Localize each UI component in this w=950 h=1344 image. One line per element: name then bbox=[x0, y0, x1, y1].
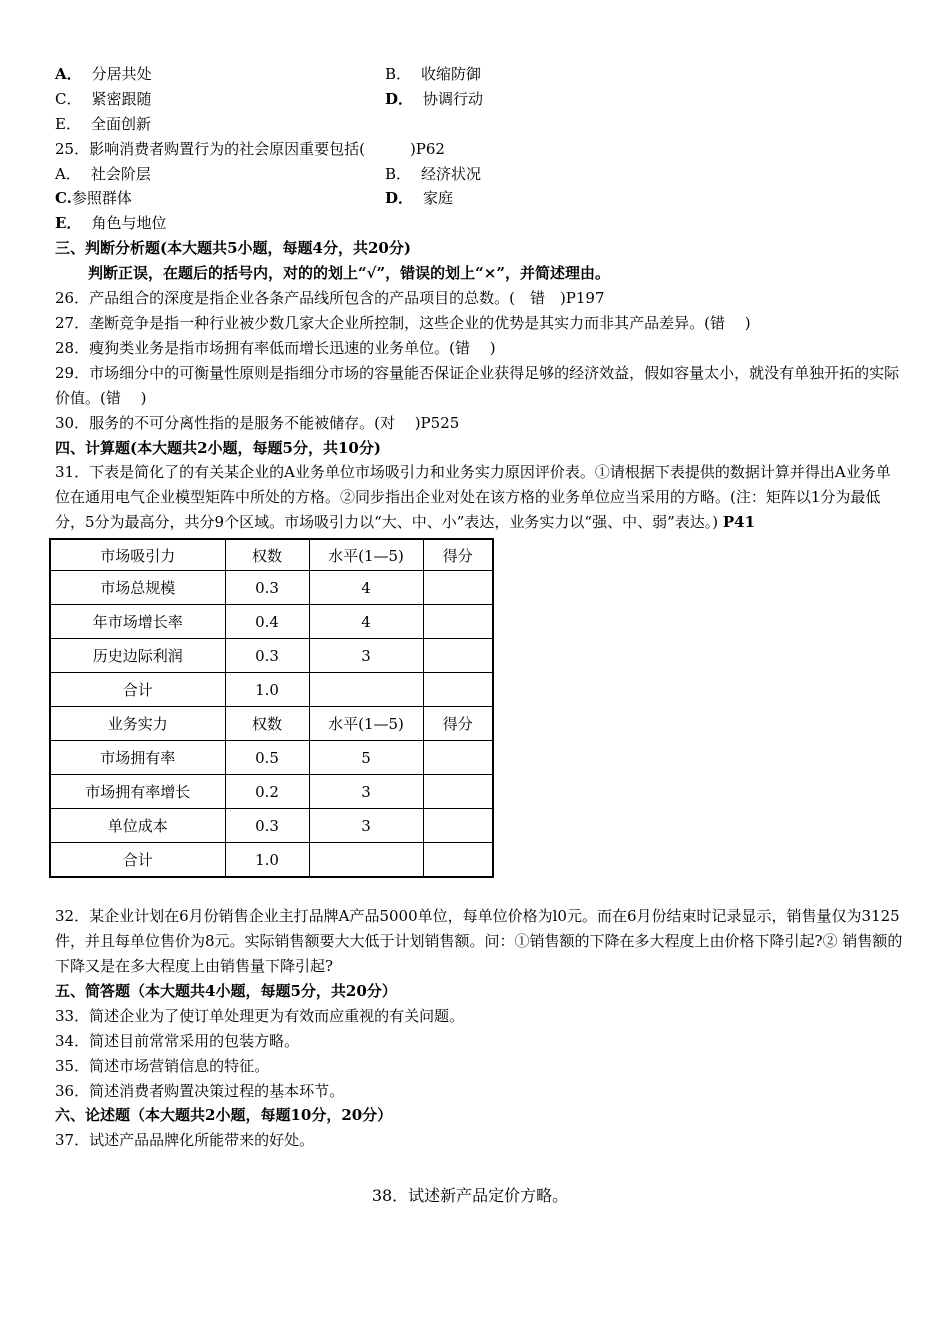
q25-option-d: 家庭 bbox=[423, 189, 454, 208]
table-cell: 0.3 bbox=[225, 639, 309, 673]
option-d: 协调行动 bbox=[423, 89, 484, 108]
question-30: 30．服务的不可分离性指的是服务不能被储存。(对 )P525 bbox=[55, 413, 460, 432]
option-b-label: B． bbox=[385, 65, 412, 83]
table-cell: 合计 bbox=[50, 843, 225, 878]
option-d-label: D． bbox=[385, 89, 414, 108]
table-cell: 3 bbox=[309, 809, 423, 843]
table-row bbox=[50, 571, 493, 605]
table-row bbox=[50, 605, 493, 639]
table-cell: 得分 bbox=[423, 707, 493, 741]
table-cell bbox=[423, 741, 493, 775]
table-cell: 市场拥有率 bbox=[50, 741, 225, 775]
exam-page bbox=[55, 62, 905, 1153]
question-33: 33．简述企业为了使订单处理更为有效而应重视的有关问题。 bbox=[55, 1006, 465, 1025]
table-cell bbox=[423, 843, 493, 878]
table-cell: 4 bbox=[309, 571, 423, 605]
table-cell bbox=[423, 639, 493, 673]
option-c: 紧密跟随 bbox=[91, 89, 152, 108]
table-cell: 历史边际利润 bbox=[50, 639, 225, 673]
table-cell: 0.3 bbox=[225, 809, 309, 843]
question-34: 34．简述目前常常采用的包装方略。 bbox=[55, 1031, 300, 1050]
spacer bbox=[55, 878, 905, 904]
section-6-title: 六、论述题（本大题共2小题，每题10分，20分） bbox=[55, 1106, 393, 1125]
q25-option-b: 经济状况 bbox=[421, 164, 482, 183]
question-32: 32．某企业计划在6月份销售企业主打品牌A产品5000单位，每单位价格为l0元。而在6月份结束时记录显示，销售量仅为3125件，并且每单位售价为8元。实际销售额要大大低于计划销售额。问：①销售额的下降在多大程度上由价格下降引起?② 销售额的下降又是在多大程度上由销售量下降引起? bbox=[55, 907, 903, 975]
table-cell bbox=[423, 809, 493, 843]
table-cell: 权数 bbox=[225, 539, 309, 571]
table-cell: 权数 bbox=[225, 707, 309, 741]
table-cell bbox=[309, 843, 423, 878]
section-5-title: 五、简答题（本大题共4小题，每题5分，共20分） bbox=[55, 981, 397, 1000]
question-36: 36．简述消费者购置决策过程的基本环节。 bbox=[55, 1081, 345, 1100]
table-cell: 4 bbox=[309, 605, 423, 639]
q24-option-e: E． 全面创新 bbox=[55, 114, 151, 133]
evaluation-table bbox=[49, 538, 494, 878]
q24-options-row-2 bbox=[55, 87, 905, 112]
option-c-label: C． bbox=[55, 89, 82, 108]
table-cell bbox=[309, 673, 423, 707]
table-row bbox=[50, 539, 493, 571]
table-row bbox=[50, 775, 493, 809]
question-37: 37．试述产品品牌化所能带来的好处。 bbox=[55, 1131, 315, 1150]
section-3-instruction: 判断正误，在题后的括号内，对的的划上“√”，错误的划上“×”，并简述理由。 bbox=[88, 264, 610, 283]
table-cell: 1.0 bbox=[225, 673, 309, 707]
table-cell: 0.4 bbox=[225, 605, 309, 639]
table-cell bbox=[423, 605, 493, 639]
q25-option-c: 参照群体 bbox=[71, 189, 132, 208]
table-row bbox=[50, 741, 493, 775]
table-cell: 得分 bbox=[423, 539, 493, 571]
table-cell: 0.2 bbox=[225, 775, 309, 809]
question-31-ref: P41 bbox=[722, 513, 756, 532]
question-35: 35．简述市场营销信息的特征。 bbox=[55, 1056, 270, 1075]
table-row bbox=[50, 843, 493, 878]
table-cell: 市场总规模 bbox=[50, 571, 225, 605]
table-cell: 5 bbox=[309, 741, 423, 775]
option-b: 收缩防御 bbox=[421, 65, 482, 83]
table-row bbox=[50, 673, 493, 707]
table-cell: 水平(1—5) bbox=[309, 707, 423, 741]
q24-options-row-1 bbox=[55, 62, 905, 87]
option-a-label: A． bbox=[55, 65, 82, 83]
table-cell: 0.5 bbox=[225, 741, 309, 775]
table-cell: 年市场增长率 bbox=[50, 605, 225, 639]
question-31: 31．下表是简化了的有关某企业的A业务单位市场吸引力和业务实力原因评价表。①请根据下表提供的数据计算并得出A业务单位在通用电气企业模型矩阵中所处的方格。②同步指出企业对处在该方格的业务单位应当采用的方略。(注：矩阵以1分为最低分，5分为最高分，共分9个区域。市场吸引力以“大、中、小”表达，业务实力以“强、中、弱”表达。) P41 bbox=[55, 463, 891, 532]
table-cell: 水平(1—5) bbox=[309, 539, 423, 571]
table-cell bbox=[423, 775, 493, 809]
table-cell: 业务实力 bbox=[50, 707, 225, 741]
table-cell: 1.0 bbox=[225, 843, 309, 878]
table-cell: 0.3 bbox=[225, 571, 309, 605]
section-4-title: 四、计算题(本大题共2小题，每题5分，共10分) bbox=[55, 438, 381, 457]
q25-stem: 25．影响消费者购置行为的社会原因重要包括( )P62 bbox=[55, 139, 445, 158]
section-3-title: 三、判断分析题(本大题共5小题，每题4分，共20分) bbox=[55, 239, 411, 258]
table-row bbox=[50, 707, 493, 741]
table-cell: 市场拥有率增长 bbox=[50, 775, 225, 809]
table-cell: 3 bbox=[309, 775, 423, 809]
question-38: 38．试述新产品定价方略。 bbox=[371, 1186, 569, 1205]
q25-option-a: 社会阶层 bbox=[90, 164, 151, 183]
question-29: 29．市场细分中的可衡量性原则是指细分市场的容量能否保证企业获得足够的经济效益，假如容量太小，就没有单独开拓的实际价值。(错 ) bbox=[55, 363, 900, 407]
q25-options-row-1: A． 社会阶层 B． 经济状况 bbox=[55, 164, 482, 183]
q25-options-row-2: C.参照群体 D． 家庭 bbox=[55, 189, 454, 208]
table-cell: 合计 bbox=[50, 673, 225, 707]
q25-option-e: E． 角色与地位 bbox=[55, 214, 167, 233]
question-28: 28．瘦狗类业务是指市场拥有率低而增长迅速的业务单位。(错 ) bbox=[55, 338, 496, 357]
question-27: 27．垄断竞争是指一种行业被少数几家大企业所控制，这些企业的优势是其实力而非其产品差异。(错 ) bbox=[55, 314, 751, 332]
question-26: 26．产品组合的深度是指企业各条产品线所包含的产品项目的总数。( 错 )P197 bbox=[55, 289, 605, 308]
table-row bbox=[50, 639, 493, 673]
table-cell bbox=[423, 673, 493, 707]
option-a: 分居共处 bbox=[91, 65, 152, 83]
table-cell bbox=[423, 571, 493, 605]
table-cell: 3 bbox=[309, 639, 423, 673]
table-row bbox=[50, 809, 493, 843]
table-cell: 市场吸引力 bbox=[50, 539, 225, 571]
table-cell: 单位成本 bbox=[50, 809, 225, 843]
